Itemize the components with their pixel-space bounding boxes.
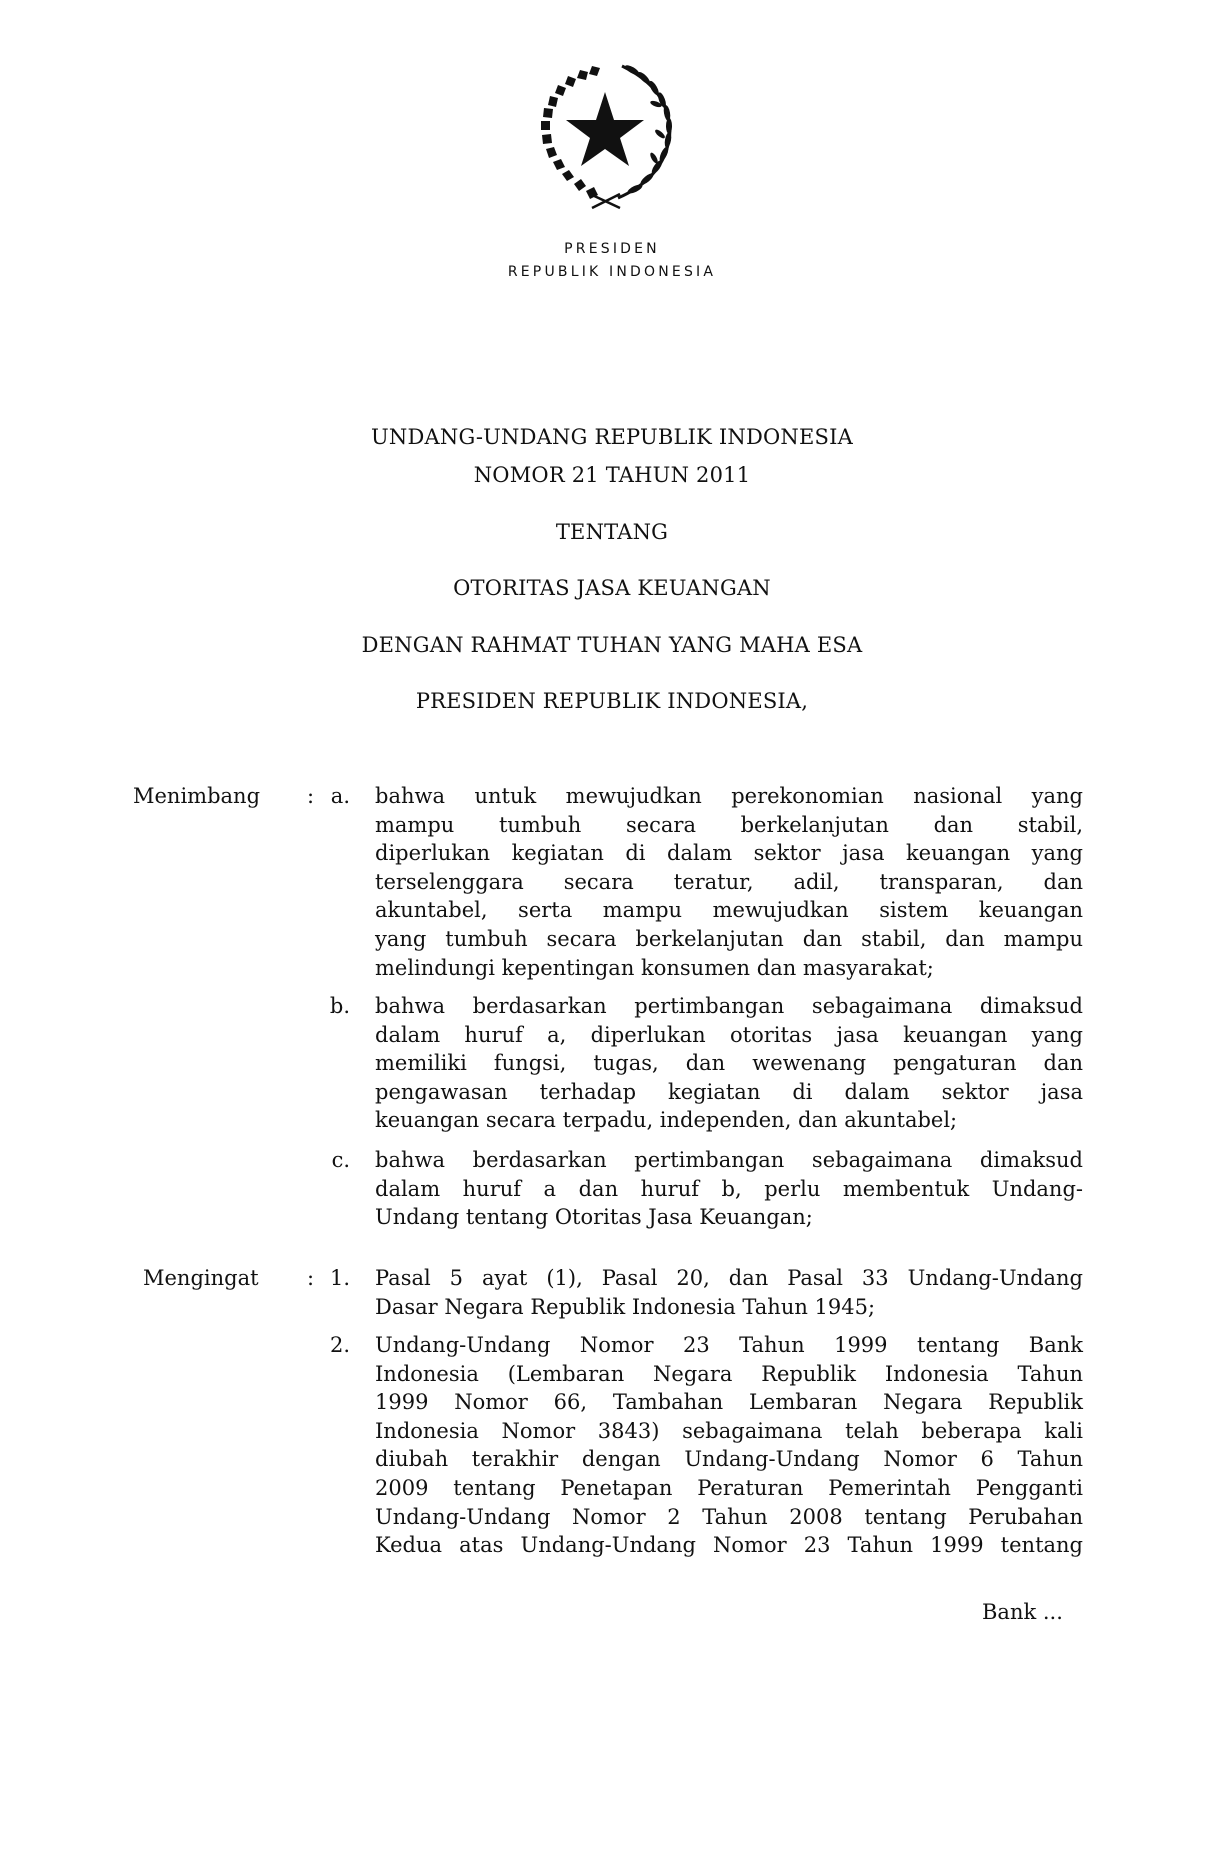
mengingat-colon: : — [307, 1266, 315, 1290]
presidential-emblem-icon — [528, 58, 688, 210]
letterhead-republic: REPUBLIK INDONESIA — [507, 264, 717, 280]
about-label: TENTANG — [555, 520, 669, 544]
menimbang-item-b-marker: b. — [329, 994, 350, 1018]
text-line: bahwa berdasarkan pertimbangan sebagaimana dimaksud — [375, 1148, 1083, 1172]
text-line: 2009 tentang Penetapan Peraturan Pemerintah Pengganti — [375, 1475, 1083, 1500]
law-number: NOMOR 21 TAHUN 2011 — [473, 463, 751, 487]
text-line: yang tumbuh secara berkelanjutan dan stabil, dan mampu — [375, 926, 1083, 951]
text-line: 1999 Nomor 66, Tambahan Lembaran Negara Republik — [375, 1390, 1083, 1415]
text-line: Kedua atas Undang-Undang Nomor 23 Tahun 1999 tentang — [375, 1533, 1083, 1558]
law-title: UNDANG-UNDANG REPUBLIK INDONESIA — [371, 425, 853, 449]
text-line: pengawasan terhadap kegiatan di dalam sektor jasa — [375, 1079, 1083, 1104]
text-line: bahwa berdasarkan pertimbangan sebagaimana dimaksud — [375, 994, 1083, 1018]
page-continuation: Bank ... — [982, 1600, 1063, 1624]
menimbang-item-c-marker: c. — [331, 1148, 350, 1172]
mengingat-item-2 — [375, 1331, 1083, 1560]
text-line: akuntabel, serta mampu mewujudkan sistem keuangan — [375, 898, 1083, 923]
text-line: melindungi kepentingan konsumen dan masyarakat; — [375, 955, 934, 980]
text-line: Undang-Undang Nomor 2 Tahun 2008 tentang Perubahan — [375, 1504, 1083, 1529]
text-line: Undang-Undang Nomor 23 Tahun 1999 tentang Bank — [375, 1333, 1083, 1357]
menimbang-label: Menimbang — [133, 784, 261, 808]
menimbang-colon: : — [307, 784, 315, 808]
text-line: bahwa untuk mewujudkan perekonomian nasional yang — [375, 784, 1083, 808]
text-line: memiliki fungsi, tugas, dan wewenang pengaturan dan — [375, 1051, 1083, 1076]
menimbang-item-a-marker: a. — [330, 784, 350, 808]
menimbang-item-b — [375, 992, 1083, 1135]
mengingat-item-1-marker: 1. — [329, 1266, 350, 1290]
text-line: keuangan secara terpadu, independen, dan akuntabel; — [375, 1108, 958, 1133]
mengingat-label: Mengingat — [143, 1266, 259, 1290]
law-subject: OTORITAS JASA KEUANGAN — [453, 576, 771, 600]
text-line: diubah terakhir dengan Undang-Undang Nomor 6 Tahun — [375, 1447, 1083, 1472]
mengingat-item-1 — [375, 1264, 1083, 1321]
text-line: dalam huruf a dan huruf b, perlu membentuk Undang- — [375, 1176, 1083, 1201]
text-line: Indonesia (Lembaran Negara Republik Indonesia Tahun — [375, 1361, 1083, 1386]
text-line: Undang tentang Otoritas Jasa Keuangan; — [375, 1205, 813, 1230]
text-line: Pasal 5 ayat (1), Pasal 20, dan Pasal 33 Undang-Undang — [375, 1266, 1083, 1290]
invocation: DENGAN RAHMAT TUHAN YANG MAHA ESA — [361, 633, 863, 657]
star-icon — [566, 92, 644, 166]
menimbang-item-c — [375, 1146, 1083, 1232]
text-line: mampu tumbuh secara berkelanjutan dan stabil, — [375, 812, 1083, 837]
menimbang-item-a — [375, 782, 1083, 982]
text-line: terselenggara secara teratur, adil, transparan, dan — [375, 869, 1083, 894]
text-line: Indonesia Nomor 3843) sebagaimana telah beberapa kali — [375, 1418, 1083, 1443]
letterhead-president: PRESIDEN — [564, 241, 660, 257]
text-line: Dasar Negara Republik Indonesia Tahun 1945; — [375, 1294, 876, 1319]
mengingat-item-2-marker: 2. — [329, 1333, 350, 1357]
text-line: diperlukan kegiatan di dalam sektor jasa keuangan yang — [375, 841, 1083, 866]
text-line: dalam huruf a, diperlukan otoritas jasa keuangan yang — [375, 1022, 1083, 1047]
enacting-authority: PRESIDEN REPUBLIK INDONESIA, — [415, 689, 809, 713]
